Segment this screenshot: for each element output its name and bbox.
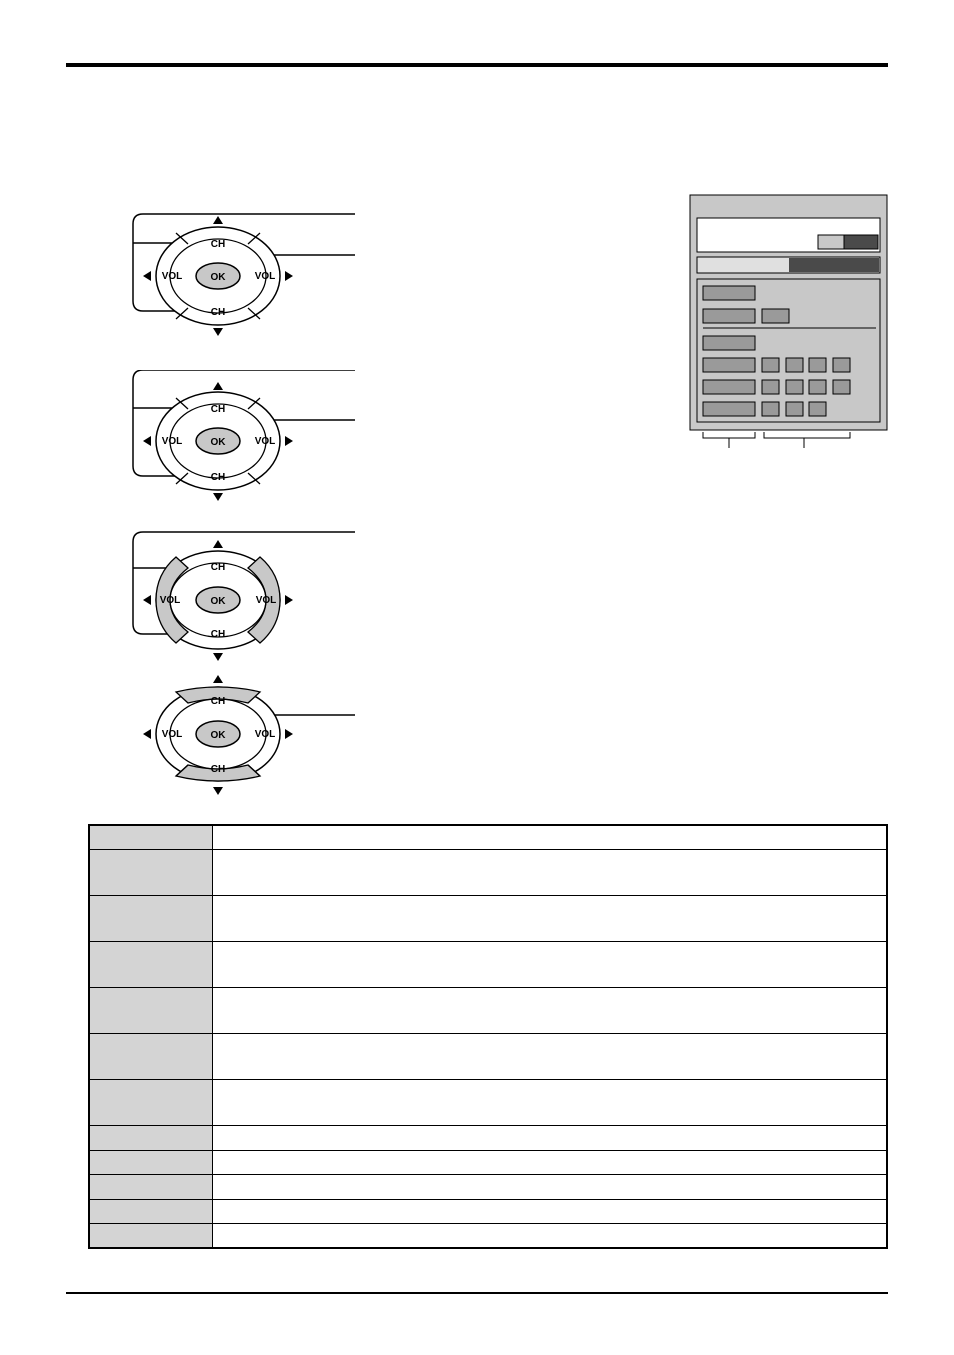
table-row	[89, 942, 887, 988]
table-value-cell	[213, 942, 888, 988]
setting-value[interactable]	[762, 402, 779, 416]
setting-value[interactable]	[809, 380, 826, 394]
label-bracket	[703, 432, 755, 448]
ch-up-label: CH	[210, 404, 226, 415]
setting-value[interactable]	[833, 380, 850, 394]
ch-up-label: CH	[210, 239, 226, 250]
vol-left-label: VOL	[159, 595, 181, 606]
table-key-cell	[89, 1150, 213, 1175]
setting-value[interactable]	[762, 358, 779, 372]
arrow-down-icon	[213, 493, 223, 501]
header-toggle-light	[818, 235, 844, 249]
ch-down-label: CH	[210, 629, 226, 640]
value-bracket	[764, 432, 850, 448]
setting-label[interactable]	[703, 402, 755, 416]
table-value-cell	[213, 988, 888, 1034]
vol-left-label: VOL	[161, 729, 183, 740]
arrow-down-icon	[213, 787, 223, 795]
table-row	[89, 1224, 887, 1249]
vol-right-label: VOL	[254, 729, 276, 740]
table-key-cell	[89, 1126, 213, 1151]
arrow-up-icon	[213, 216, 223, 224]
top-rule	[66, 63, 888, 67]
setting-label[interactable]	[703, 358, 755, 372]
table-key-cell	[89, 850, 213, 896]
table-value-cell	[213, 1126, 888, 1151]
ch-down-label: CH	[210, 764, 226, 775]
table-key-cell	[89, 1080, 213, 1126]
setting-value[interactable]	[762, 380, 779, 394]
setting-label[interactable]	[703, 380, 755, 394]
table-value-cell	[213, 896, 888, 942]
setting-value[interactable]	[786, 358, 803, 372]
direction-pad[interactable]	[156, 227, 280, 325]
arrow-left-icon	[143, 729, 151, 739]
arrow-up-icon	[213, 382, 223, 390]
setting-value[interactable]	[786, 402, 803, 416]
bottom-rule	[66, 1292, 888, 1294]
header-toggle-dark	[844, 235, 878, 249]
arrow-left-icon	[143, 595, 151, 605]
table-row	[89, 1080, 887, 1126]
table-value-cell	[213, 1034, 888, 1080]
arrow-right-icon	[285, 595, 293, 605]
ch-up-label: CH	[210, 696, 226, 707]
arrow-left-icon	[143, 436, 151, 446]
menu-screen-illustration	[650, 190, 895, 465]
table-row	[89, 988, 887, 1034]
table-row	[89, 1199, 887, 1224]
direction-pad[interactable]	[156, 687, 280, 781]
setting-label[interactable]	[703, 286, 755, 300]
setting-value[interactable]	[809, 358, 826, 372]
table-key-cell	[89, 1224, 213, 1249]
progress-fill	[789, 258, 879, 272]
table-row	[89, 850, 887, 896]
table-row	[89, 1126, 887, 1151]
remote-diagram-2	[0, 370, 360, 510]
table-row	[89, 1034, 887, 1080]
arrow-right-icon	[285, 729, 293, 739]
remote-diagram-4	[0, 670, 360, 800]
arrow-up-icon	[213, 675, 223, 683]
table-value-cell	[213, 1199, 888, 1224]
table-value-cell	[213, 825, 888, 850]
setting-value[interactable]	[809, 402, 826, 416]
arrow-right-icon	[285, 271, 293, 281]
arrow-right-icon	[285, 436, 293, 446]
table-key-cell	[89, 1175, 213, 1200]
vol-right-label: VOL	[255, 595, 277, 606]
ok-label: OK	[210, 730, 226, 741]
table-row	[89, 825, 887, 850]
setting-value[interactable]	[762, 309, 789, 323]
table-value-cell	[213, 1150, 888, 1175]
ok-label: OK	[210, 596, 226, 607]
table-value-cell	[213, 850, 888, 896]
table-key-cell	[89, 1034, 213, 1080]
vol-left-label: VOL	[161, 271, 183, 282]
remote-diagram-1	[0, 205, 360, 345]
setting-value[interactable]	[833, 358, 850, 372]
setting-label[interactable]	[703, 336, 755, 350]
arrow-up-icon	[213, 540, 223, 548]
table-key-cell	[89, 1199, 213, 1224]
vol-right-label: VOL	[254, 436, 276, 447]
ok-label: OK	[210, 437, 226, 448]
table-row	[89, 1150, 887, 1175]
table-key-cell	[89, 825, 213, 850]
table-value-cell	[213, 1175, 888, 1200]
arrow-down-icon	[213, 653, 223, 661]
arrow-left-icon	[143, 271, 151, 281]
vol-right-label: VOL	[254, 271, 276, 282]
ok-label: OK	[210, 272, 226, 283]
settings-table	[88, 824, 888, 1249]
table-key-cell	[89, 942, 213, 988]
direction-pad[interactable]	[156, 551, 280, 649]
table-row	[89, 1175, 887, 1200]
arrow-down-icon	[213, 328, 223, 336]
vol-left-label: VOL	[161, 436, 183, 447]
direction-pad[interactable]	[156, 392, 280, 490]
setting-label[interactable]	[703, 309, 755, 323]
table-value-cell	[213, 1224, 888, 1249]
ch-down-label: CH	[210, 307, 226, 318]
setting-value[interactable]	[786, 380, 803, 394]
ch-up-label: CH	[210, 562, 226, 573]
table-row	[89, 896, 887, 942]
ch-down-label: CH	[210, 472, 226, 483]
remote-diagram-3	[0, 530, 360, 670]
table-key-cell	[89, 896, 213, 942]
table-value-cell	[213, 1080, 888, 1126]
table-key-cell	[89, 988, 213, 1034]
